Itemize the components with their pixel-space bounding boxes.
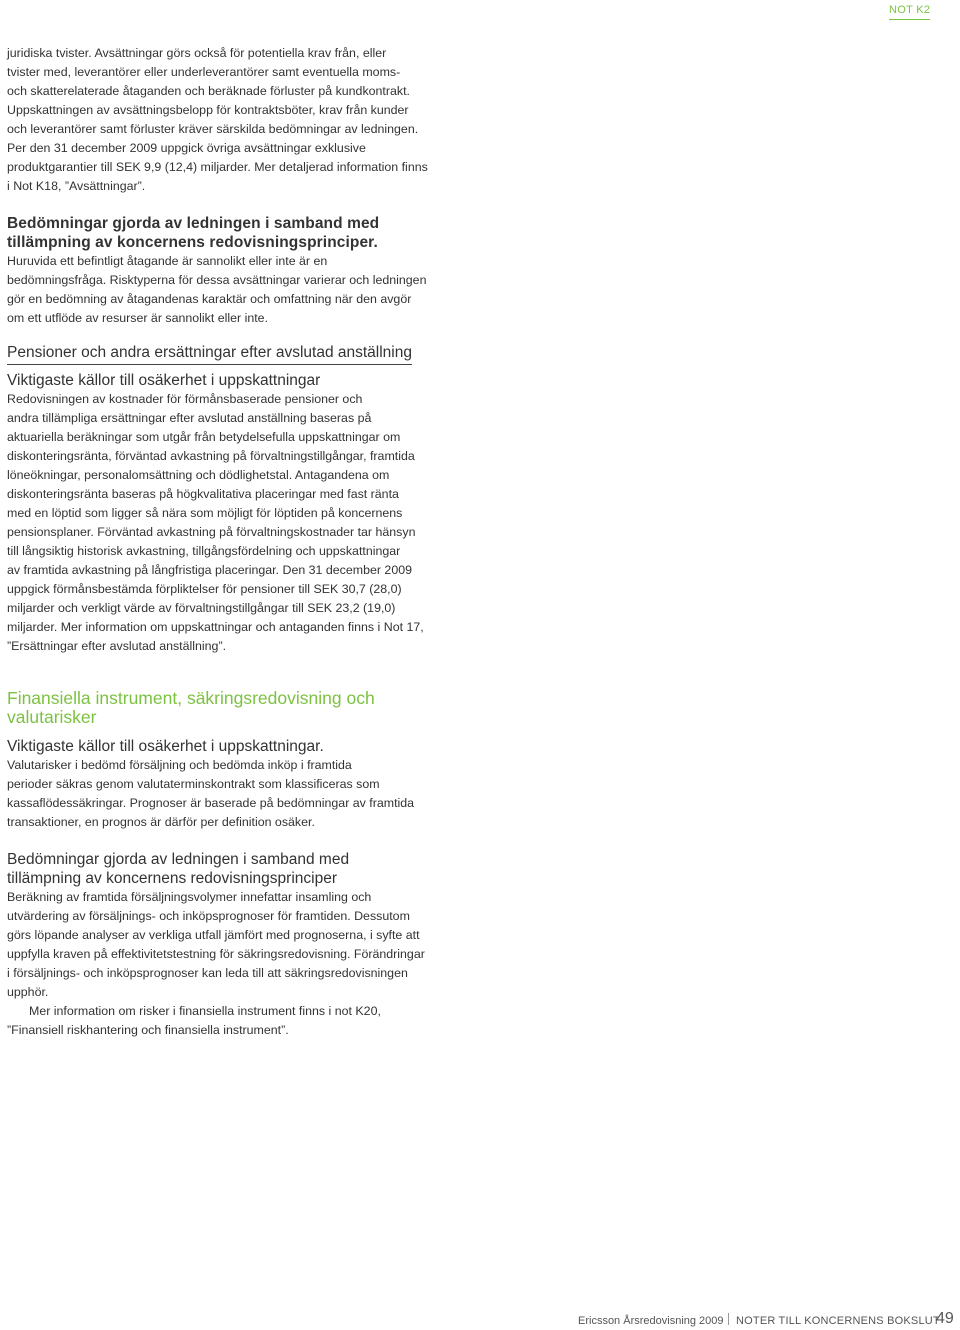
text-line: och skatterelaterade åtaganden och beräknade förluster på kundkontrakt. bbox=[7, 84, 410, 98]
text-line: utvärdering av försäljnings- och inköpsprognoser för framtiden. Dessutom bbox=[7, 909, 410, 923]
section-judgements-2 bbox=[7, 850, 455, 1040]
text-line: Huruvida ett befintligt åtagande är sannolikt eller inte är en bbox=[7, 254, 328, 268]
text-line: med en löptid som ligger så nära som möjligt för löptiden på koncernens bbox=[7, 506, 403, 520]
text-line: Beräkning av framtida försäljningsvolymer innefattar insamling och bbox=[7, 890, 372, 904]
note-tag: NOT K2 bbox=[889, 4, 930, 20]
page-number: 49 bbox=[936, 1310, 954, 1327]
text-line: Uppskattningen av avsättningsbelopp för kontraktsböter, krav från kunder bbox=[7, 103, 409, 117]
section-judgements-1 bbox=[7, 214, 455, 328]
text-line: aktuariella beräkningar som utgår från betydelsefulla uppskattningar om bbox=[7, 430, 401, 444]
text-line: Valutarisker i bedömd försäljning och bedömda inköp i framtida bbox=[7, 758, 352, 772]
text-line: i försäljnings- och inköpsprognoser kan leda till att säkringsredovisningen bbox=[7, 966, 408, 980]
text-line: miljarder och verkligt värde av förvaltningstillgångar till SEK 23,2 (19,0) bbox=[7, 601, 396, 615]
footer-source: Ericsson Årsredovisning 2009 bbox=[578, 1315, 724, 1327]
text-line: kassaflödessäkringar. Prognoser är baserade på bedömningar av framtida bbox=[7, 796, 415, 810]
financial-title: Finansiella instrument, säkringsredovisning och bbox=[7, 688, 375, 708]
text-line: till långsiktig historisk avkastning, tillgångsfördelning och uppskattningar bbox=[7, 544, 401, 558]
text-line: gör en bedömning av åtagandenas karaktär och omfattning när den avgör bbox=[7, 292, 412, 306]
text-line: Mer information om risker i finansiella instrument finns i not K20, bbox=[29, 1004, 381, 1018]
intro-paragraph bbox=[7, 44, 455, 196]
text-line: pensionsplaner. Förväntad avkastning på förvaltningskostnader tar hänsyn bbox=[7, 525, 416, 539]
text-line: bedömningsfråga. Risktyperna för dessa avsättningar varierar och ledningen bbox=[7, 273, 427, 287]
text-line: upphör. bbox=[7, 985, 49, 999]
pensions-subheading: Viktigaste källor till osäkerhet i uppskattningar bbox=[7, 372, 321, 389]
text-line: görs löpande analyser av verkliga utfall jämfört med prognoserna, i syfte att bbox=[7, 928, 420, 942]
text-line: ”Finansiell riskhantering och finansiella instrument”. bbox=[7, 1023, 289, 1037]
text-line: diskonteringsränta, förväntad avkastning på förvaltningstillgångar, framtida bbox=[7, 449, 415, 463]
financial-title: valutarisker bbox=[7, 707, 97, 727]
text-line: uppgick förmånsbestämda förpliktelser för pensioner till SEK 30,7 (28,0) bbox=[7, 582, 402, 596]
text-line: diskonteringsränta baseras på högkvalitativa placeringar med fast ränta bbox=[7, 487, 399, 501]
footer-divider bbox=[728, 1313, 729, 1325]
section-heading: Bedömningar gjorda av ledningen i samband med bbox=[7, 851, 350, 868]
text-line: och leverantörer samt förluster kräver särskilda bedömningar av ledningen. bbox=[7, 122, 419, 136]
text-line: produktgarantier till SEK 9,9 (12,4) miljarder. Mer detaljerad information finns bbox=[7, 160, 428, 174]
section-pensions bbox=[7, 343, 455, 656]
text-line: Per den 31 december 2009 uppgick övriga avsättningar exklusive bbox=[7, 141, 366, 155]
text-line: perioder säkras genom valutaterminskontrakt som klassificeras som bbox=[7, 777, 380, 791]
text-line: uppfylla kraven på effektivitetstestning för säkringsredovisning. Förändringar bbox=[7, 947, 425, 961]
section-heading: Bedömningar gjorda av ledningen i samband med bbox=[7, 215, 380, 232]
section-heading: tillämpning av koncernens redovisningsprinciper bbox=[7, 870, 337, 887]
text-line: tvister med, leverantörer eller underleverantörer samt eventuella moms- bbox=[7, 65, 401, 79]
page-footer bbox=[578, 1310, 958, 1330]
section-financial-instruments bbox=[7, 689, 455, 832]
footer-section: NOTER TILL KONCERNENS BOKSLUT bbox=[736, 1315, 940, 1327]
text-line: Redovisningen av kostnader för förmånsbaserade pensioner och bbox=[7, 392, 363, 406]
text-line: av framtida avkastning på långfristiga placeringar. Den 31 december 2009 bbox=[7, 563, 413, 577]
text-line: ”Ersättningar efter avslutad anställning”. bbox=[7, 639, 227, 653]
text-line: andra tillämpliga ersättningar efter avslutad anställning baseras på bbox=[7, 411, 372, 425]
main-content bbox=[7, 44, 455, 1040]
text-line: juridiska tvister. Avsättningar görs också för potentiella krav från, eller bbox=[7, 46, 387, 60]
text-line: miljarder. Mer information om uppskattningar och antaganden finns i Not 17, bbox=[7, 620, 424, 634]
text-line: löneökningar, personalomsättning och dödlighetstal. Antagandena om bbox=[7, 468, 390, 482]
pensions-title: Pensioner och andra ersättningar efter avslutad anställning bbox=[7, 343, 412, 365]
financial-subheading: Viktigaste källor till osäkerhet i uppskattningar. bbox=[7, 738, 324, 755]
text-line: transaktioner, en prognos är därför per definition osäker. bbox=[7, 815, 315, 829]
text-line: om ett utflöde av resurser är sannolikt eller inte. bbox=[7, 311, 269, 325]
text-line: i Not K18, ”Avsättningar”. bbox=[7, 179, 146, 193]
section-heading: tillämpning av koncernens redovisningsprinciper. bbox=[7, 234, 378, 251]
